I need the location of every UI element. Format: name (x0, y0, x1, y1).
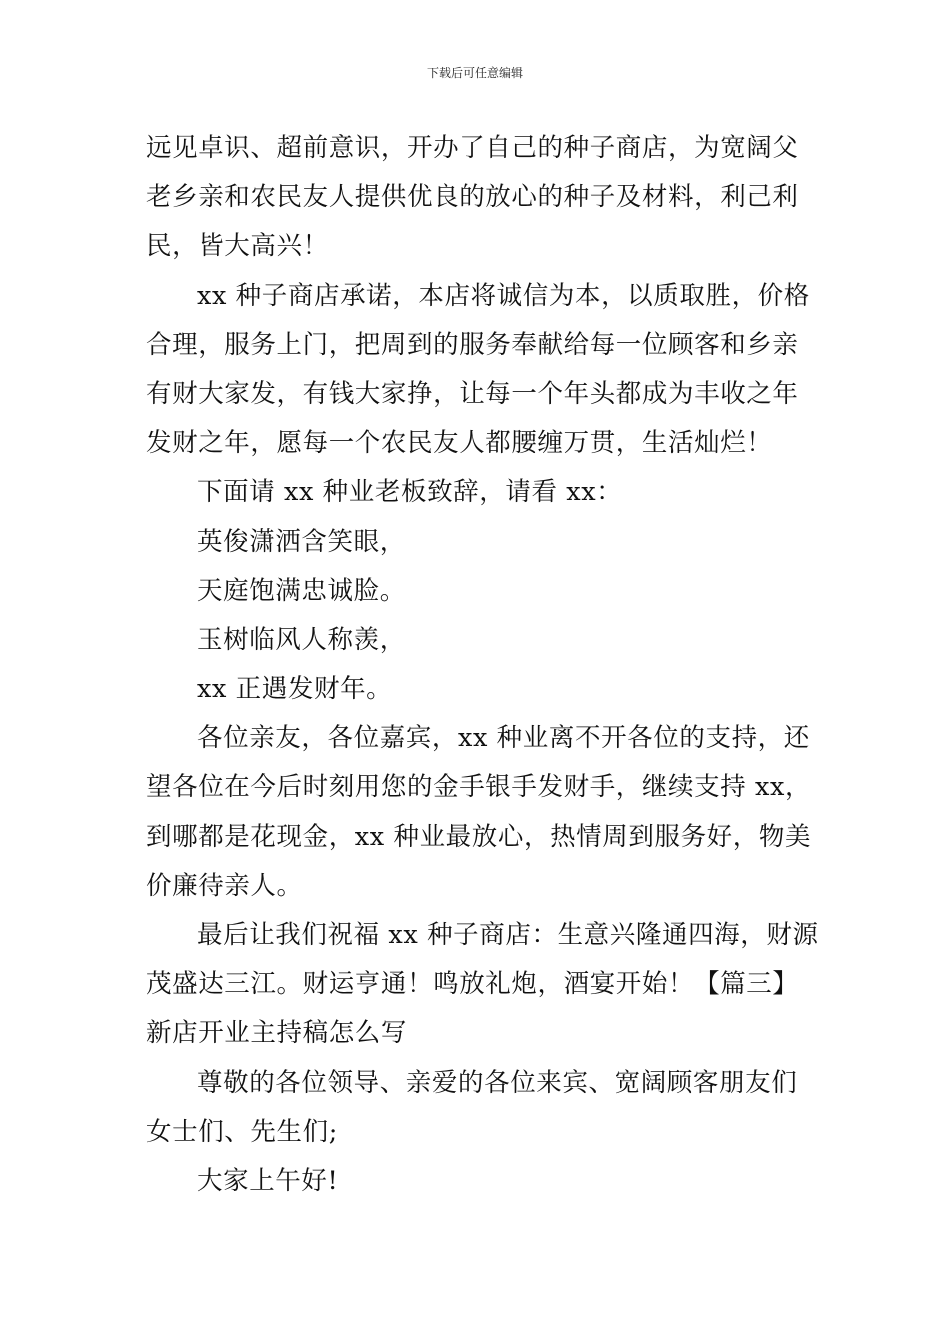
text-line: 价廉待亲人。 (146, 870, 303, 901)
text-line: 下面请 xx 种业老板致辞，请看 xx： (197, 477, 623, 508)
text-line: 远见卓识、超前意识，开办了自己的种子商店，为宽阔父 (146, 133, 799, 163)
text-line: 最后让我们祝福 xx 种子商店：生意兴隆通四海，财源 (197, 920, 819, 950)
text-line: 到哪都是花现金，xx 种业最放心，热情周到服务好，物美 (146, 821, 812, 852)
text-line: xx 正遇发财年。 (197, 674, 393, 705)
text-line: 民，皆大高兴！ (146, 231, 329, 262)
text-line: 茂盛达三江。财运亨通！鸣放礼炮，酒宴开始！【篇三】 (146, 969, 799, 1000)
text-line: 有财大家发，有钱大家挣，让每一个年头都成为丰收之年 (146, 378, 799, 409)
text-line: 新店开业主持稿怎么写 (146, 1018, 408, 1049)
text-line: 天庭饱满忠诚脸。 (197, 575, 406, 606)
text-line: 英俊潇洒含笑眼， (197, 526, 406, 557)
document-body (146, 124, 819, 1206)
text-line: 望各位在今后时刻用您的金手银手发财手，继续支持 xx， (146, 772, 812, 803)
text-line: 女士们、先生们; (146, 1116, 338, 1147)
text-line: 玉树临风人称羡， (197, 624, 406, 655)
text-line: 大家上午好! (197, 1165, 339, 1196)
text-line: 各位亲友，各位嘉宾，xx 种业离不开各位的支持，还 (197, 723, 810, 754)
text-line: xx 种子商店承诺，本店将诚信为本，以质取胜，价格 (197, 280, 810, 311)
text-line: 发财之年，愿每一个农民友人都腰缠万贯，生活灿烂！ (146, 428, 773, 459)
text-line: 老乡亲和农民友人提供优良的放心的种子及材料，利己利 (146, 182, 799, 213)
text-line: 尊敬的各位领导、亲爱的各位来宾、宽阔顾客朋友们 (197, 1067, 798, 1098)
text-line: 合理，服务上门，把周到的服务奉献给每一位顾客和乡亲 (146, 329, 799, 360)
page-header: 下载后可任意编辑 (426, 66, 523, 80)
